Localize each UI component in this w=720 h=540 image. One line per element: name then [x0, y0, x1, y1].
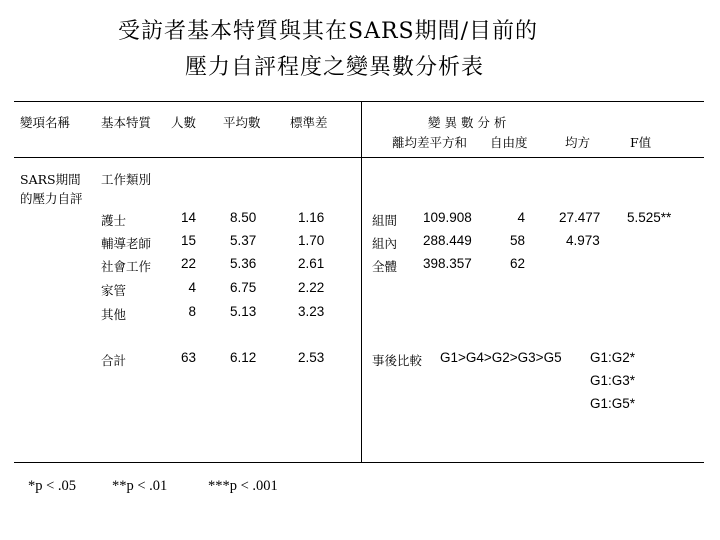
- posthoc-comparison: G1:G3*: [590, 373, 636, 388]
- row-label: 家管: [101, 283, 127, 298]
- anova-source: 組內: [372, 236, 398, 251]
- anova-df: 62: [509, 256, 525, 271]
- row-mean: 5.13: [230, 304, 257, 319]
- anova-ss: 398.357: [423, 256, 472, 271]
- posthoc-label: 事後比較: [372, 353, 423, 368]
- header-anova: 變 異 數 分 析: [428, 115, 507, 130]
- row-n: 8: [188, 304, 196, 319]
- row-n: 22: [180, 256, 196, 271]
- row-label: 輔導老師: [101, 236, 152, 251]
- posthoc-order: G1>G4>G2>G3>G5: [440, 350, 562, 365]
- anova-df: 58: [509, 233, 525, 248]
- header-n: 人數: [171, 115, 197, 130]
- title-line-1: 受訪者基本特質與其在SARS期間/目前的: [118, 19, 539, 44]
- header-mean: 平均數: [223, 115, 261, 130]
- footnote-p01: **p < .01: [112, 478, 168, 494]
- row-mean: 6.75: [230, 280, 257, 295]
- row-sd: 2.61: [298, 256, 325, 271]
- total-mean: 6.12: [230, 350, 257, 365]
- header-attribute: 基本特質: [101, 115, 152, 130]
- row-mean: 5.36: [230, 256, 257, 271]
- row-n: 4: [188, 280, 196, 295]
- variable-name-line-1: SARS期間: [20, 172, 81, 187]
- header-df: 自由度: [490, 135, 528, 150]
- header-rule: [14, 157, 704, 158]
- category-label: 工作類別: [101, 172, 152, 187]
- variable-name-line-2: 的壓力自評: [20, 191, 83, 206]
- anova-f: 5.525**: [627, 210, 672, 225]
- anova-df: 4: [517, 210, 525, 225]
- row-sd: 2.22: [298, 280, 325, 295]
- row-mean: 5.37: [230, 233, 257, 248]
- title-line-2: 壓力自評程度之變異數分析表: [185, 55, 485, 80]
- total-label: 合計: [101, 353, 127, 368]
- anova-ms: 27.477: [559, 210, 601, 225]
- posthoc-comparison: G1:G5*: [590, 396, 636, 411]
- row-label: 其他: [101, 307, 127, 322]
- row-sd: 1.70: [298, 233, 325, 248]
- header-sd: 標準差: [290, 115, 328, 130]
- column-divider: [361, 101, 362, 462]
- posthoc-comparison: G1:G2*: [590, 350, 636, 365]
- anova-ms: 4.973: [566, 233, 600, 248]
- row-mean: 8.50: [230, 210, 257, 225]
- header-ss: 離均差平方和: [392, 135, 468, 150]
- footnote-p001: ***p < .001: [208, 478, 278, 494]
- anova-ss: 288.449: [423, 233, 472, 248]
- row-n: 14: [180, 210, 196, 225]
- row-label: 社會工作: [101, 259, 152, 274]
- row-sd: 3.23: [298, 304, 325, 319]
- header-f: F值: [630, 135, 652, 150]
- footnote-p05: *p < .05: [28, 478, 77, 494]
- row-n: 15: [180, 233, 196, 248]
- header-variable: 變項名稱: [20, 115, 71, 130]
- anova-source: 全體: [372, 259, 398, 274]
- header-ms: 均方: [565, 135, 591, 150]
- row-sd: 1.16: [298, 210, 325, 225]
- row-label: 護士: [101, 213, 127, 228]
- total-n: 63: [180, 350, 196, 365]
- bottom-rule: [14, 462, 704, 463]
- total-sd: 2.53: [298, 350, 325, 365]
- top-rule: [14, 101, 704, 102]
- anova-source: 組間: [372, 213, 398, 228]
- anova-ss: 109.908: [423, 210, 472, 225]
